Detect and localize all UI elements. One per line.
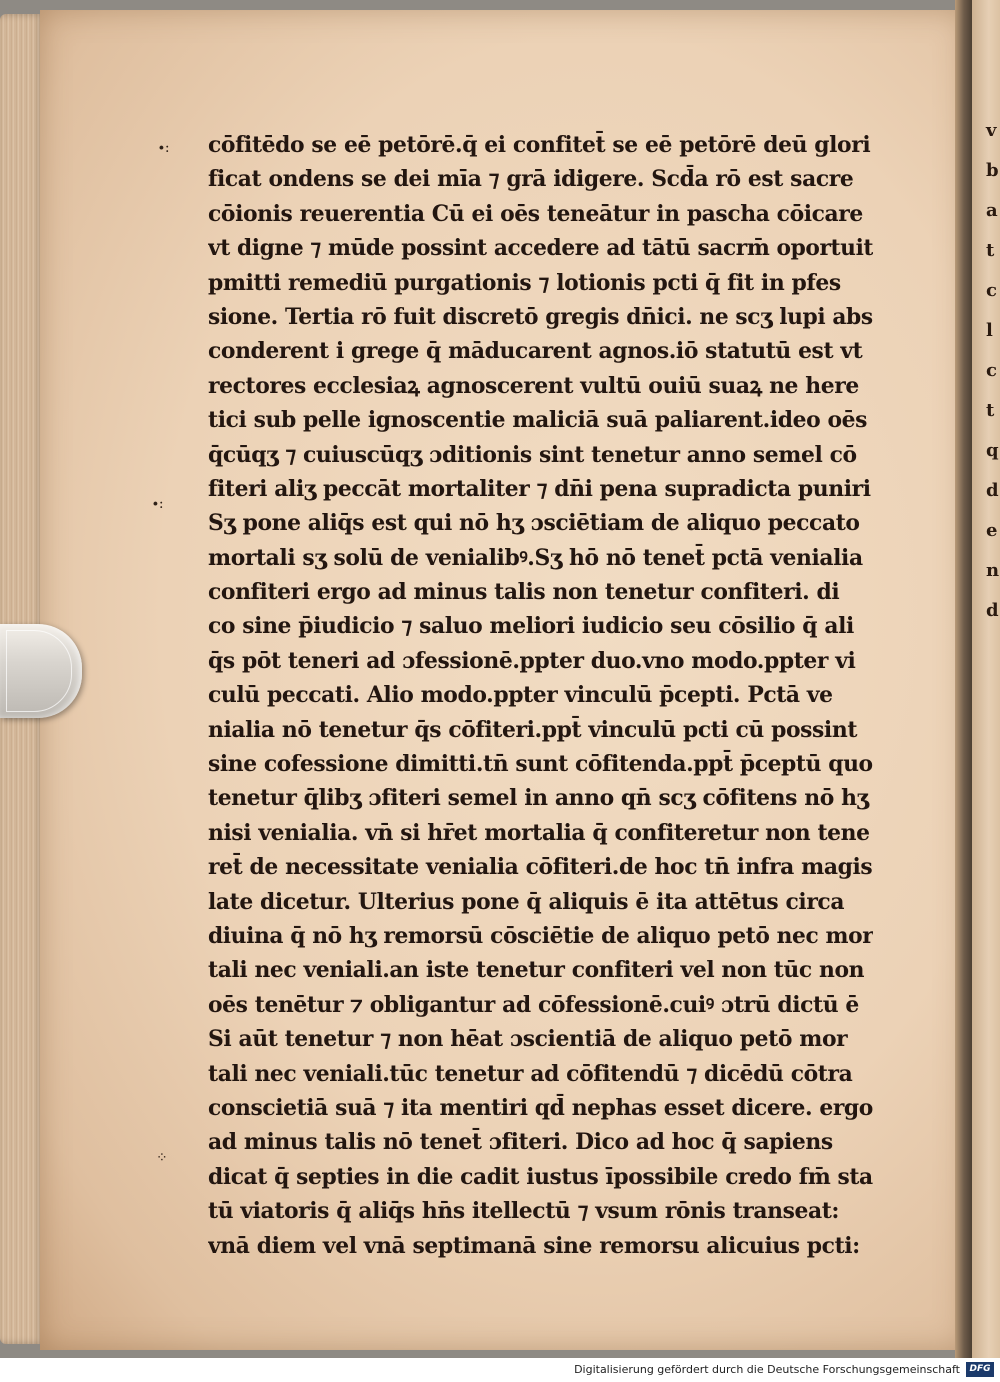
text-line: Si aūt tenetur ⁊ non hēat ɔscientiā de aliquo petō mor [208, 1026, 848, 1053]
margin-mark: ∙: [158, 140, 170, 156]
text-line: q̄s pōt teneri ad ɔfessionē.ppter duo.vno modo.ppter vi [208, 647, 856, 674]
facing-page-glyph: c [986, 360, 997, 381]
text-line: diuina q̄ nō hʒ remorsū cōsciētie de aliquo petō nec mor [208, 922, 873, 949]
facing-page-glyph: v [986, 120, 997, 141]
text-line: tici sub pelle ignoscentie maliciā suā paliarent.ideo oēs [208, 407, 868, 434]
margin-mark: ⁘ [156, 1150, 168, 1166]
text-line: tenetur q̄libʒ ɔfiteri semel in anno qn̄ scʒ cōfitens nō hʒ [208, 785, 869, 812]
facing-page-glyph: d [986, 480, 999, 501]
text-line: late dicetur. Ulterius pone q̄ aliquis ē ita attētus circa [208, 888, 845, 915]
text-line: Sʒ pone aliq̄s est qui nō hʒ ɔsciētiam de aliquo peccato [208, 510, 860, 537]
text-line: conscietiā suā ⁊ ita mentiri qd̄ nephas esset dicere. ergo [208, 1094, 873, 1121]
text-line: mortali sʒ solū de venialibꝰ.Sʒ hō nō tenet̄ pctā venialia [208, 544, 863, 571]
text-line: confiteri ergo ad minus talis non tenetur confiteri. di [208, 579, 840, 606]
facing-page-glyph: l [986, 320, 993, 341]
book-clasp [0, 624, 82, 718]
margin-mark: ∙: [152, 496, 164, 512]
text-line: ad minus talis nō tenet̄ ɔfiteri. Dico ad hoc q̄ sapiens [208, 1129, 833, 1156]
text-line: rectores ecclesiaꝝ agnoscerent vultū ouiū suaꝝ ne here [208, 372, 859, 399]
text-line: nialia nō tenetur q̄s cōfiteri.ppt̄ vinculū pcti cū possint [208, 716, 858, 743]
text-line: ficat ondens se dei mīa ⁊ grā idigere. Scd̄a rō est sacre [208, 166, 854, 193]
text-line: conderent i grege q̄ māducarent agnos.iō statutū est vt [208, 338, 863, 365]
text-line: tali nec veniali.tūc tenetur ad cōfitendū ⁊ dicēdū cōtra [208, 1060, 853, 1087]
text-line: sine cofessione dimitti.tn̄ sunt cōfitenda.ppt̄ p̄ceptū quo [208, 751, 873, 778]
text-line: tū viatoris q̄ aliq̄s hn̄s itellectū ⁊ vsum rōnis transeat: [208, 1198, 840, 1225]
text-line: sione. Tertia rō fuit discretō gregis dn̄ici. ne scʒ lupi abs [208, 303, 873, 330]
text-line: dicat q̄ septies in die cadit iustus īpossibile credo fm̄ sta [208, 1163, 873, 1190]
text-line: nisi venialia. vn̄ si hr̄et mortalia q̄ confiteretur non tene [208, 819, 870, 846]
facing-page-glyph: b [986, 160, 999, 181]
text-line: culū peccati. Alio modo.ppter vinculū p̄cepti. Pctā ve [208, 682, 833, 709]
text-line: vnā diem vel vnā septimanā sine remorsu alicuius pcti: [208, 1232, 860, 1259]
facing-page-glyph: t [986, 240, 995, 261]
facing-page-glyph: a [986, 200, 998, 221]
facing-page-glyph: c [986, 280, 997, 301]
facing-page-glyph: n [986, 560, 1000, 581]
facing-page-glyph: e [986, 520, 998, 541]
footer-credit: Digitalisierung gefördert durch die Deutsche Forschungsgemeinschaft [574, 1363, 960, 1376]
text-line: ret̄ de necessitate venialia cōfiteri.de hoc tn̄ infra magis [208, 854, 873, 881]
text-line: pmitti remediū purgationis ⁊ lotionis pcti q̄ fit in pfes [208, 269, 841, 296]
text-line: co sine p̄iudicio ⁊ saluo meliori iudicio seu cōsilio q̄ ali [208, 613, 854, 640]
text-line: fiteri aliʒ peccāt mortaliter ⁊ dn̄i pena supradicta puniri [208, 475, 871, 502]
dfg-logo-icon: DFG [966, 1362, 994, 1377]
footer-bar [0, 1358, 1000, 1382]
text-line: tali nec veniali.an iste tenetur confiteri vel non tūc non [208, 957, 865, 984]
facing-page-glyph: q [986, 440, 999, 461]
text-line: oēs tenētur ⁊ obligantur ad cōfessionē.cuiꝰ ɔtrū dictū ē [208, 991, 859, 1018]
text-line: cōionis reuerentia Cū ei oēs teneātur in pascha cōicare [208, 200, 863, 227]
facing-page-glyph: d [986, 600, 999, 621]
printed-text-block [208, 128, 878, 1263]
text-line: vt digne ⁊ mūde possint accedere ad tātū sacrm̄ oportuit [208, 235, 873, 262]
text-line: q̄cūqʒ ⁊ cuiuscūqʒ ɔditionis sint tenetur anno semel cō [208, 441, 857, 468]
facing-page-glyph: t [986, 400, 995, 421]
text-line: cōfitēdo se eē petōrē.q̄ ei confitet̄ se eē petōrē deū glori [208, 132, 871, 158]
